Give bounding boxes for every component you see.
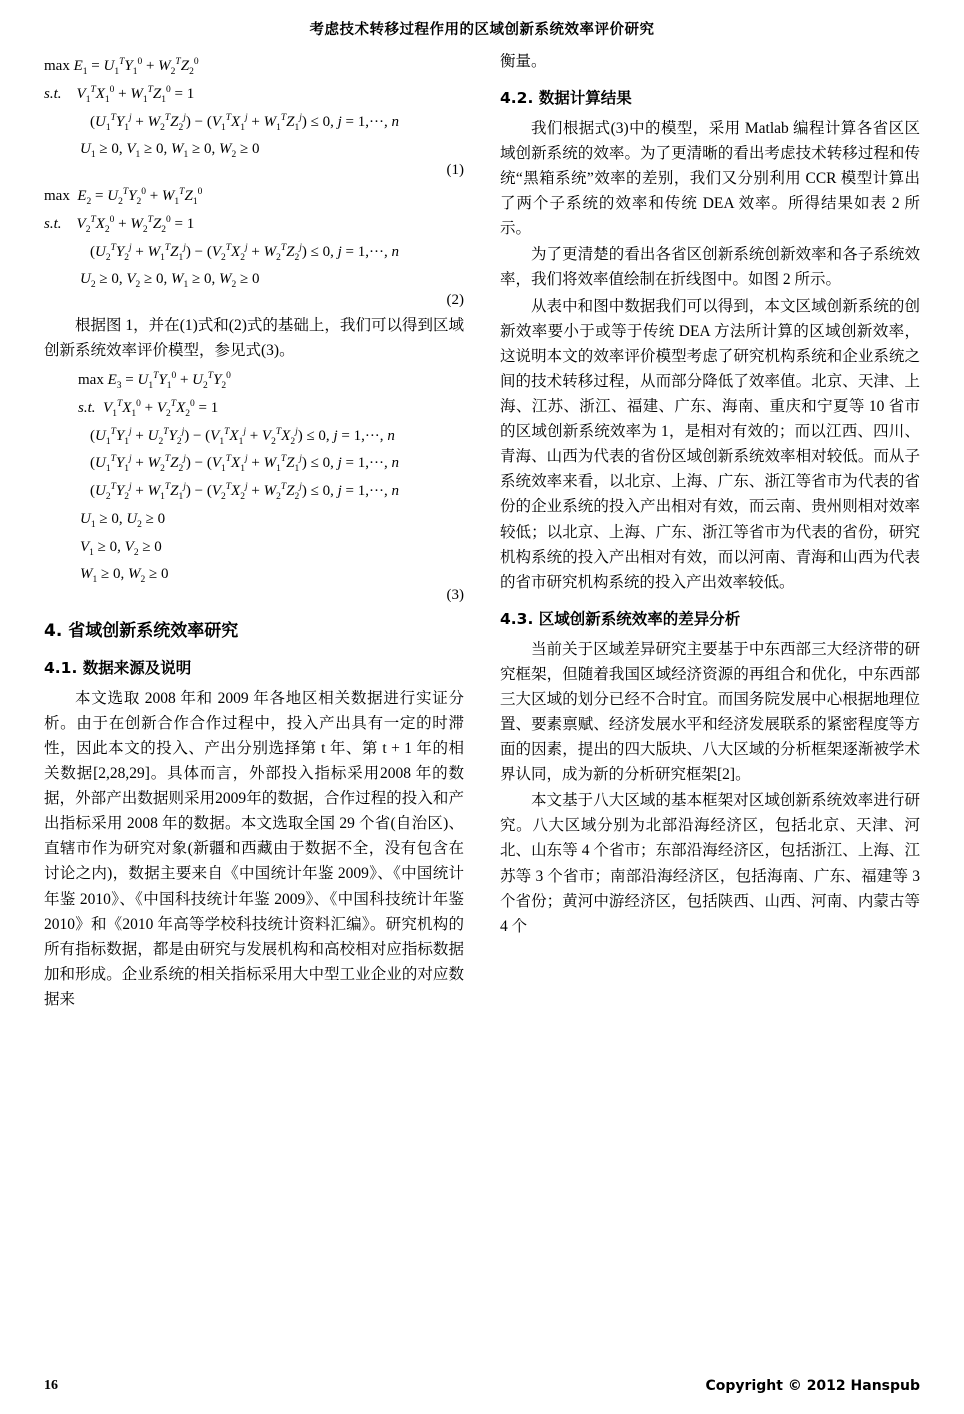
- section-4-title: 4. 省域创新系统效率研究: [44, 621, 239, 642]
- equation-1: $\max E_1 = U_1^TY_1^0 + W_2^TZ_2^0$ s.t. $V_1^TX_1^0 + W_1^TZ_1^0 = 1$ $(U_1^TY_1^j + W_2^TZ_2^j) - (V_1^TX_1^j + W_1^TZ_1^j) \le 0$, j = 1,···, n $U_1 \ge 0$, $V_1 \ge 0$, $W_1 \ge 0$, $W_2 \ge 0$ (1): [44, 57, 464, 178]
- section-4-3-paragraph-1: 当前关于区域差异研究主要基于中东西部三大经济带的研究框架，但随着我国区域经济资源的再组合和优化，中东西部三大区域的划分已经不合时宜。而国务院发展中心根据地理位置、要素禀赋、经济发展水平和经济发展联系的紧密程度等方面的因素，提出的四大版块、八大区域的分析框架逐渐被学术界认同，成为新的分析研究框架[2]。: [500, 640, 920, 784]
- equation-3: $\max E_3 = U_1^TY_1^0 + U_2^TY_2^0$ s.t. $V_1^TX_1^0 + V_2^TX_2^0 = 1$ $(U_1^TY_1^j + U_2^TY_2^j) - (V_1^TX_1^j + V_2^TX_2^j) \le 0$, j = 1,···, n $(U_1^TY_1^j + W_2^TZ_2^j) - (V_1^TX_1^j + W_1^TZ_1^j) \le 0$, j = 1,···, n $(U_2^TY_2^j + W_1^TZ_1^j) - (V_2^TX_2^j + W_2^TZ_2^j) \le 0$, j = 1,···, n $U_1 \ge 0$, $U_2 \ge 0$ $V_1 \ge 0$, $V_2 \ge 0$ $W_1 \ge 0$, $W_2 \ge 0$ (3): [44, 367, 464, 604]
- left-column: [44, 49, 464, 1013]
- section-4-2-paragraph-2: 为了更清楚的看出各省区创新系统创新效率和各子系统效率，我们将效率值绘制在折线图中。如图 2 所示。: [500, 246, 920, 289]
- equation-1-number: (1): [446, 162, 464, 178]
- section-4-2-title: 4.2. 数据计算结果: [500, 89, 632, 108]
- equation-2-number: (2): [446, 292, 464, 308]
- section-4-2-paragraph-3: 从表中和图中数据我们可以得到，本文区域创新系统的创新效率要小于或等于传统 DEA 方法所计算的区域创新效率，这说明本文的效率评价模型考虑了研究机构系统和企业系统之间的技术转移过程，从而部分降低了效率值。北京、天津、上海、江苏、浙江、福建、广东、海南、重庆和宁夏等 10 省市的区域创新系统效率为 1，是相对有效的；而以江西、四川、青海、山西为代表的省份区域创新系统效率相对较低。而从子系统效率来看，以北京、上海、广东、浙江等省市为代表的省份的企业系统的投入产出相对有效，而云南、贵州则相对效率较低；以北京、上海、广东、浙江等省市为代表的省份，研究机构系统的投入产出相对有效，而以河南、青海和山西为代表的省市研究机构系统的投入产出效率较低。: [500, 297, 920, 591]
- copyright-notice: Copyright © 2012 Hanspub: [705, 1378, 920, 1394]
- equation-2: $\max E_2 = U_2^TY_2^0 + W_1^TZ_1^0$ s.t. $V_2^TX_2^0 + W_2^TZ_2^0 = 1$ $(U_2^TY_2^j + W_1^TZ_1^j) - (V_2^TX_2^j + W_2^TZ_2^j) \le 0$, j = 1,···, n $U_2 \ge 0$, $V_2 \ge 0$, $W_1 \ge 0$, $W_2 \ge 0$ (2): [44, 187, 464, 308]
- running-head: 考虑技术转移过程作用的区域创新系统效率评价研究: [309, 22, 655, 38]
- section-4-1-title: 4.1. 数据来源及说明: [44, 659, 192, 678]
- section-4-3-paragraph-2: 本文基于八大区域的基本框架对区域创新系统效率进行研究。八大区域分别为北部沿海经济区，包括北京、天津、河北、山东等 4 个省市；东部沿海经济区，包括浙江、上海、江苏等 3 个省市；南部沿海经济区，包括海南、广东、福建等 3 个省份；黄河中游经济区，包括陕西、山西、河南、内蒙古等 4 个: [500, 792, 920, 935]
- two-column-body: [44, 49, 920, 1013]
- page-footer: [44, 1378, 920, 1394]
- page-number: 16: [44, 1378, 58, 1393]
- section-4-2-paragraph-1: 我们根据式(3)中的模型，采用 Matlab 编程计算各省区区域创新系统的效率。为了更清晰的看出考虑技术转移过程和传统“黑箱系统”效率的差别，我们又分别利用 CCR 模型计算出了两个子系统的效率和传统 DEA 效率。所得结果如表 2 所示。: [500, 119, 920, 238]
- section-4-3-title: 4.3. 区域创新系统效率的差异分析: [500, 609, 741, 628]
- section-4-1-paragraph: 本文选取 2008 年和 2009 年各地区相关数据进行实证分析。由于在创新合作合作过程中，投入产出具有一定的时滞性，因此本文的投入、产出分别选择第 t 年、第 t + 1 年的相关数据[2,28,29]。具体而言，外部投入指标采用2008 年的数据，外部产出数据则采用2009年的数据，合作过程的投入和产出指标采用 2008 年的数据。本文选取全国 29 个省(自治区)、直辖市作为研究对象(新疆和西藏由于数据不全，没有包含在讨论之内)，数据主要来自《中国统计年鉴 2009》、《中国统计年鉴 2010》、《中国科技统计年鉴 2009》、《中国科技统计年鉴 2010》和《2010 年高等学校科技统计资料汇编》。研究机构的所有指标数据，都是由研究与发展机构和高校相对应指标数据加和形成。企业系统的相关指标采用大中型工业企业的对应数据来: [44, 689, 464, 1009]
- paragraph-after-eq2: 根据图 1，并在(1)式和(2)式的基础上，我们可以得到区域创新系统效率评价模型，参见式(3)。: [44, 317, 464, 360]
- equation-3-number: (3): [446, 587, 464, 604]
- right-column: [500, 49, 920, 940]
- continuation-text: 衡量。: [500, 53, 547, 70]
